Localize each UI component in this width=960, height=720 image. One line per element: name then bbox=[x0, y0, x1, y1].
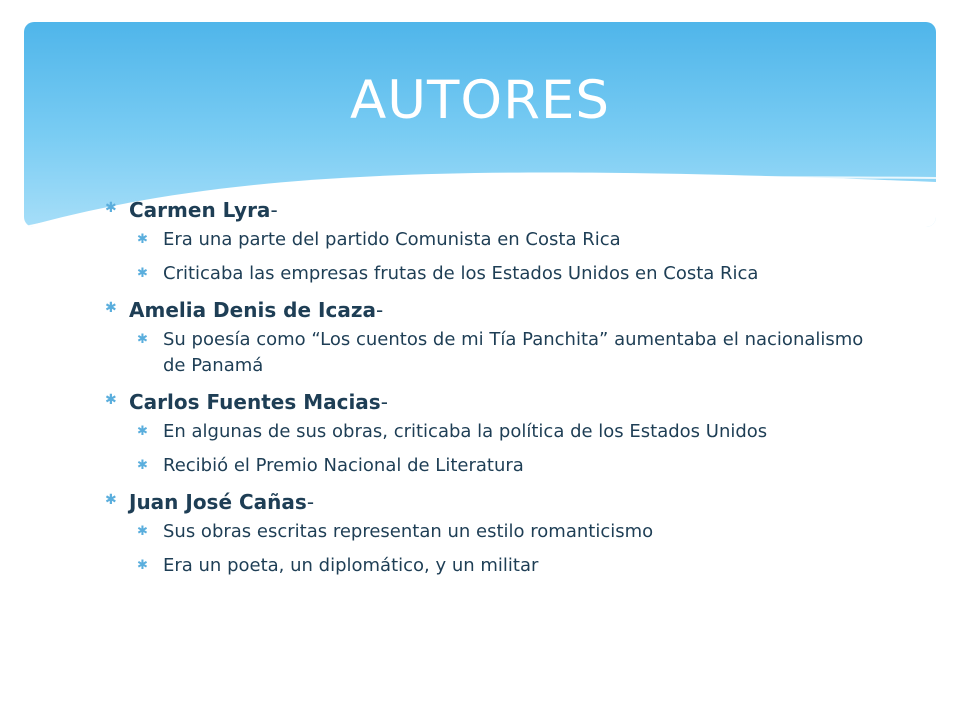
author-point bbox=[137, 553, 865, 579]
author-points bbox=[137, 419, 865, 479]
author-point bbox=[137, 519, 865, 545]
author-point-text: Sus obras escritas representan un estilo romanticismo bbox=[163, 521, 654, 542]
author-name-suffix: - bbox=[270, 198, 278, 222]
author-name: Amelia Denis de Icaza bbox=[129, 298, 376, 322]
author-points bbox=[137, 227, 865, 287]
author-name-suffix: - bbox=[380, 390, 388, 414]
author-points bbox=[137, 327, 865, 379]
asterisk-bullet-icon: ✱ bbox=[137, 458, 148, 473]
author-points bbox=[137, 519, 865, 579]
author-name: Carlos Fuentes Macias bbox=[129, 390, 381, 414]
author-name-suffix: - bbox=[306, 490, 315, 514]
author-name: Carmen Lyra bbox=[129, 198, 271, 222]
author-point bbox=[137, 453, 865, 479]
author-point-text: Criticaba las empresas frutas de los Estados Unidos en Costa Rica bbox=[163, 263, 759, 284]
asterisk-bullet-icon: ✱ bbox=[105, 300, 117, 316]
author-point-text: En algunas de sus obras, criticaba la política de los Estados Unidos bbox=[163, 421, 768, 442]
author-point bbox=[137, 261, 865, 287]
author-point bbox=[137, 227, 865, 253]
author-point-text: Su poesía como “Los cuentos de mi Tía Panchita” aumentaba el nacionalismo de Panamá bbox=[163, 329, 864, 376]
author-item bbox=[105, 295, 865, 379]
author-item bbox=[105, 387, 865, 479]
asterisk-bullet-icon: ✱ bbox=[105, 200, 117, 216]
author-item bbox=[105, 195, 865, 287]
author-name-suffix: - bbox=[375, 298, 384, 322]
asterisk-bullet-icon: ✱ bbox=[137, 524, 148, 539]
asterisk-bullet-icon: ✱ bbox=[137, 332, 148, 347]
author-point-text: Era un poeta, un diplomático, y un militar bbox=[163, 555, 539, 576]
author-name: Juan José Cañas bbox=[129, 490, 307, 514]
asterisk-bullet-icon: ✱ bbox=[105, 492, 117, 508]
asterisk-bullet-icon: ✱ bbox=[137, 558, 148, 573]
slide-title: AUTORES bbox=[349, 70, 611, 131]
author-item bbox=[105, 487, 865, 579]
asterisk-bullet-icon: ✱ bbox=[137, 266, 148, 281]
author-point-text: Era una parte del partido Comunista en Costa Rica bbox=[163, 229, 621, 250]
author-list bbox=[105, 190, 865, 587]
asterisk-bullet-icon: ✱ bbox=[105, 392, 117, 408]
author-point bbox=[137, 327, 865, 379]
asterisk-bullet-icon: ✱ bbox=[137, 232, 148, 247]
author-point-text: Recibió el Premio Nacional de Literatura bbox=[163, 455, 524, 476]
asterisk-bullet-icon: ✱ bbox=[137, 424, 148, 439]
author-point bbox=[137, 419, 865, 445]
